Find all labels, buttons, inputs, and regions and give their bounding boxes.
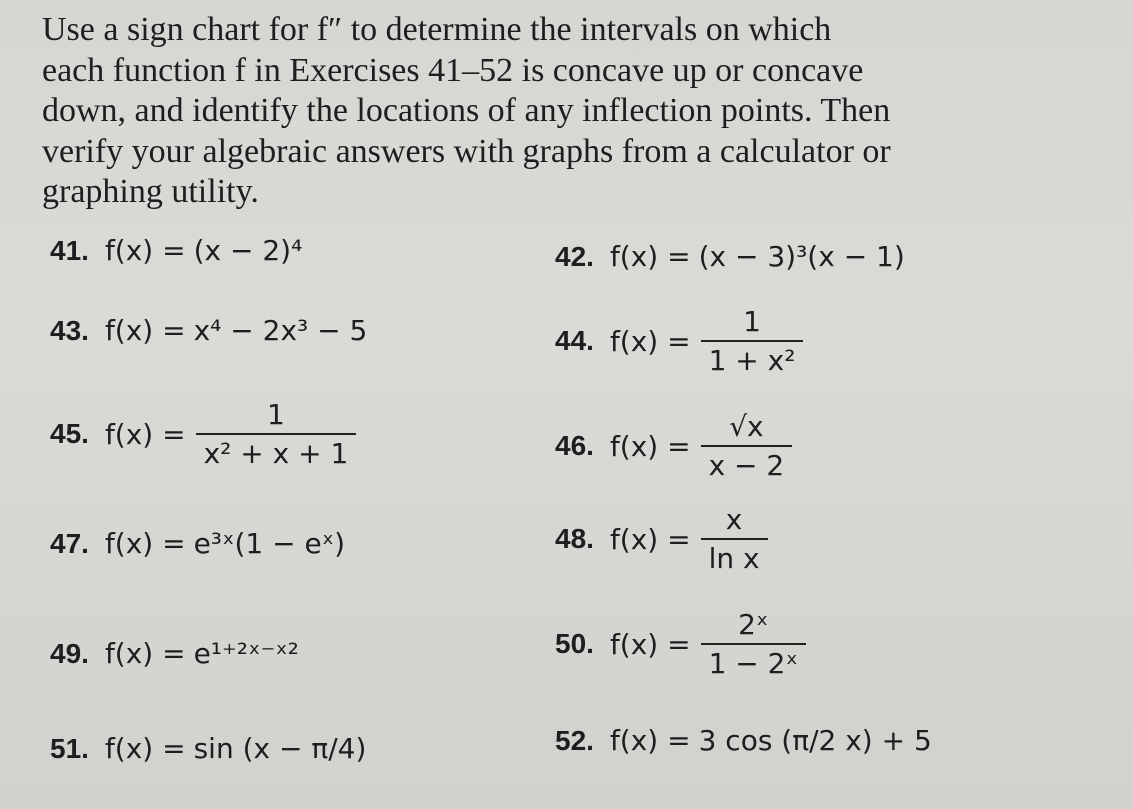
numerator: 2ˣ bbox=[738, 608, 769, 641]
exercise-number: 48. bbox=[555, 523, 594, 554]
exercise-number: 49. bbox=[50, 637, 89, 669]
instructions-line-1: Use a sign chart for f″ to determine the intervals on which bbox=[42, 11, 832, 48]
function-expression: x⁴ − 2x³ − 5 bbox=[193, 314, 368, 347]
numerator: 1 bbox=[267, 398, 285, 431]
exercise-number: 45. bbox=[50, 418, 89, 449]
exercise-number: 47. bbox=[50, 527, 89, 559]
numerator: √x bbox=[729, 410, 764, 443]
denominator: x − 2 bbox=[701, 445, 793, 482]
exercise-47 bbox=[50, 525, 345, 562]
exercise-50 bbox=[555, 608, 806, 680]
denominator: 1 − 2ˣ bbox=[701, 643, 806, 680]
function-expression: e¹⁺²ˣ⁻ˣ² bbox=[193, 637, 299, 670]
instructions-line-4: verify your algebraic answers with graphs from a calculator or bbox=[42, 132, 891, 170]
exercise-48 bbox=[555, 503, 768, 575]
exercise-43 bbox=[50, 312, 367, 349]
fraction bbox=[701, 608, 806, 680]
exercise-41 bbox=[50, 232, 302, 269]
exercise-number: 46. bbox=[555, 430, 594, 461]
instructions-line-2: each function f in Exercises 41–52 is concave up or concave bbox=[42, 51, 864, 89]
function-lhs: f(x) = bbox=[104, 527, 186, 560]
exercise-45 bbox=[50, 398, 356, 470]
instructions-paragraph bbox=[42, 10, 972, 213]
function-lhs: f(x) = bbox=[609, 522, 691, 556]
numerator: x bbox=[725, 503, 743, 536]
instructions-line-5: graphing utility. bbox=[42, 173, 259, 210]
function-lhs: f(x) = bbox=[104, 314, 186, 347]
denominator: ln x bbox=[701, 538, 768, 575]
exercise-number: 42. bbox=[555, 240, 594, 272]
exercise-number: 50. bbox=[555, 628, 594, 659]
exercise-number: 43. bbox=[50, 314, 89, 346]
denominator: x² + x + 1 bbox=[196, 433, 357, 470]
denominator: 1 + x² bbox=[701, 340, 804, 377]
function-expression: (x − 3)³(x − 1) bbox=[698, 240, 905, 273]
fraction bbox=[196, 398, 357, 470]
exercise-number: 41. bbox=[50, 234, 89, 266]
function-lhs: f(x) = bbox=[609, 627, 691, 661]
function-lhs: f(x) = bbox=[609, 240, 691, 273]
instructions-line-3: down, and identify the locations of any inflection points. Then bbox=[42, 92, 891, 129]
function-expression: (x − 2)⁴ bbox=[193, 234, 303, 267]
exercise-number: 52. bbox=[555, 724, 594, 756]
function-lhs: f(x) = bbox=[609, 724, 691, 757]
fraction bbox=[701, 410, 793, 482]
function-lhs: f(x) = bbox=[104, 732, 186, 765]
function-expression: sin (x − π/4) bbox=[193, 732, 367, 765]
function-expression: e³ˣ(1 − eˣ) bbox=[193, 527, 346, 560]
exercise-number: 51. bbox=[50, 732, 89, 764]
exercise-52 bbox=[555, 722, 932, 759]
exercise-46 bbox=[555, 410, 792, 482]
exercise-44 bbox=[555, 305, 803, 377]
function-lhs: f(x) = bbox=[104, 234, 186, 267]
fraction bbox=[701, 503, 768, 575]
exercise-49 bbox=[50, 635, 299, 672]
function-lhs: f(x) = bbox=[609, 324, 691, 358]
fraction bbox=[701, 305, 804, 377]
exercise-42 bbox=[555, 238, 905, 275]
function-expression: 3 cos (π/2 x) + 5 bbox=[698, 724, 932, 757]
numerator: 1 bbox=[743, 305, 761, 338]
exercise-51 bbox=[50, 730, 366, 767]
exercise-number: 44. bbox=[555, 325, 594, 356]
function-lhs: f(x) = bbox=[104, 637, 186, 670]
function-lhs: f(x) = bbox=[104, 417, 186, 451]
function-lhs: f(x) = bbox=[609, 429, 691, 463]
